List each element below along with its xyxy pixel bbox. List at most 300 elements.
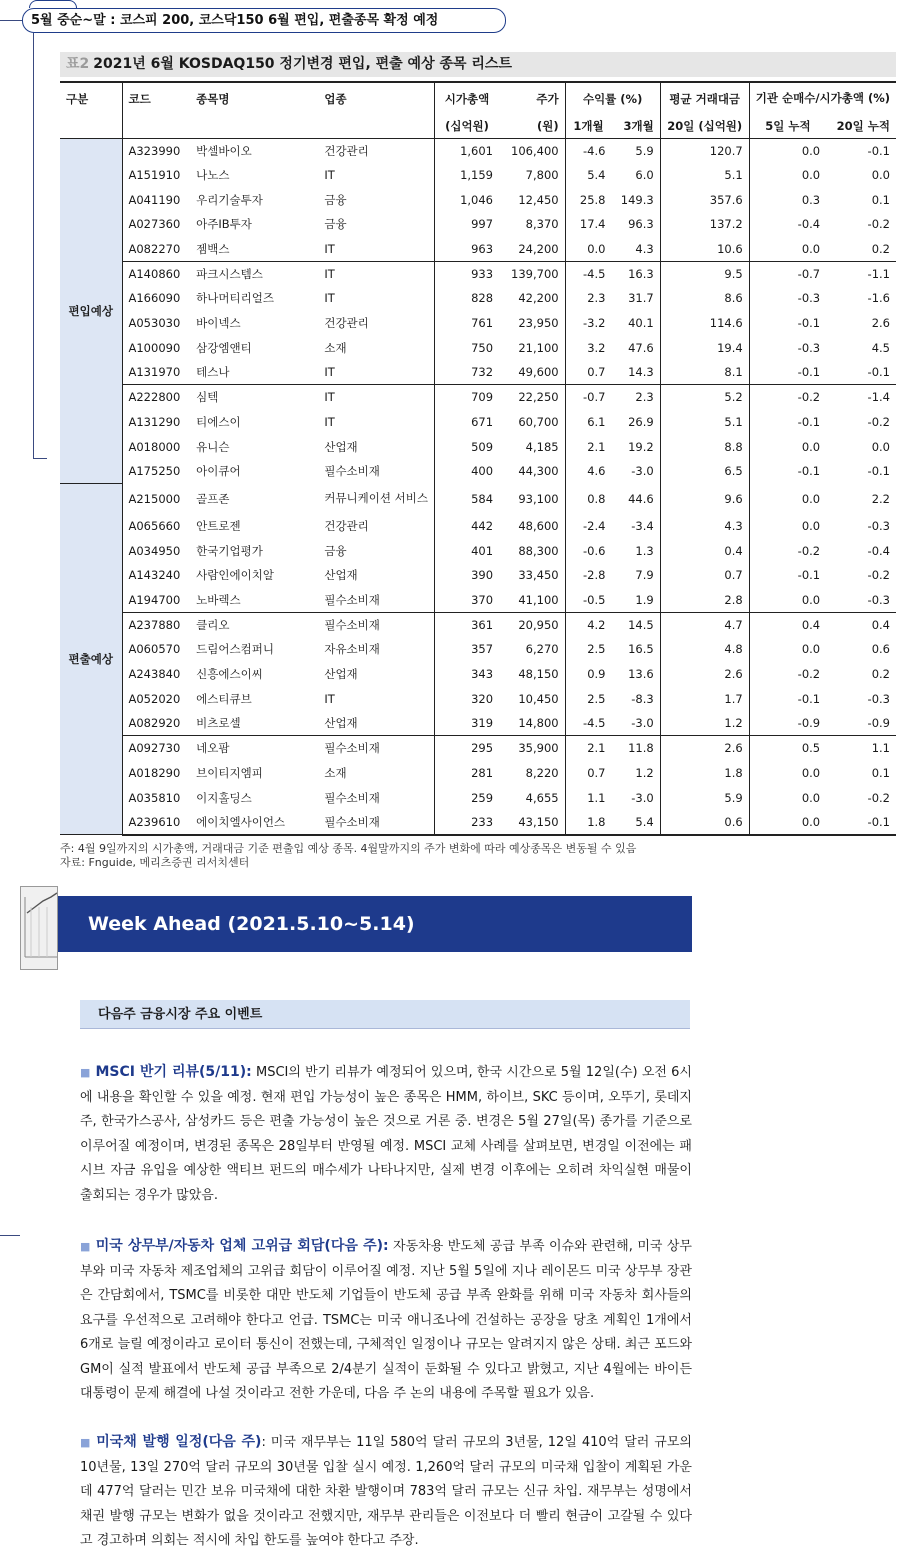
row-return-3m: 5.4 — [611, 810, 660, 835]
header-return: 수익률 (%) — [565, 82, 660, 114]
row-inst-20d: 0.1 — [871, 192, 890, 207]
table-row — [60, 434, 896, 459]
header-return-3m: 3개월 — [611, 114, 660, 138]
week-ahead-banner: Week Ahead (2021.5.10~5.14) — [58, 896, 692, 952]
row-code: A215000 — [128, 491, 181, 506]
row-return-1m: -0.5 — [565, 588, 611, 613]
row-inst-5d: 0.0 — [749, 138, 826, 163]
row-inst-20d: -0.3 — [826, 588, 896, 613]
table-row — [60, 163, 896, 188]
row-price: 48,150 — [518, 667, 559, 682]
header-code: 코드 — [122, 82, 190, 114]
row-price: 6,270 — [525, 642, 559, 657]
row-price: 23,950 — [518, 316, 559, 331]
table-row — [60, 237, 896, 262]
row-price: 20,950 — [518, 617, 559, 632]
row-volume: 5.1 — [660, 410, 749, 435]
row-inst-20d: 0.0 — [871, 439, 890, 454]
row-name: 브이티지엠피 — [196, 765, 263, 780]
table-note: 주: 4월 9일까지의 시가총액, 거래대금 기준 편출입 예상 종목. 4월말까지의 주가 변화에 따라 예상종목은 변동될 수 있음 — [60, 842, 637, 855]
row-volume: 1.8 — [660, 761, 749, 786]
header-inst: 기관 순매수/시가총액 (%) — [749, 82, 896, 114]
row-return-3m: 1.2 — [635, 765, 654, 780]
row-code: A143240 — [128, 568, 181, 583]
row-inst-5d: -0.2 — [749, 385, 826, 410]
row-return-1m: 2.1 — [565, 434, 611, 459]
row-name: 노바렉스 — [190, 588, 318, 613]
row-price: 106,400 — [511, 143, 559, 158]
row-inst-5d: 0.0 — [749, 484, 826, 514]
bullet-icon: ■ — [80, 1240, 91, 1253]
row-mcap: 732 — [434, 360, 499, 385]
section-bracket-line — [33, 33, 34, 458]
row-code: A053030 — [128, 316, 181, 331]
row-return-1m: -3.2 — [565, 311, 611, 336]
row-price: 49,600 — [499, 360, 565, 385]
row-name: 유니슨 — [196, 439, 230, 454]
row-return-1m: 5.4 — [565, 163, 611, 188]
table-notes — [60, 842, 636, 870]
row-inst-20d: 0.4 — [871, 617, 890, 632]
row-return-3m: 149.3 — [620, 192, 654, 207]
row-return-3m: 6.0 — [635, 168, 654, 183]
row-return-1m: 25.8 — [565, 187, 611, 212]
row-code: A035810 — [128, 790, 181, 805]
row-price: 24,200 — [499, 237, 565, 262]
row-return-1m: -2.4 — [565, 514, 611, 539]
row-volume: 2.6 — [660, 662, 749, 687]
row-price: 14,800 — [499, 711, 565, 736]
row-return-3m: 96.3 — [628, 217, 654, 232]
row-mcap: 442 — [434, 514, 499, 539]
row-inst-5d: -0.3 — [749, 336, 826, 361]
row-industry: 필수소비재 — [318, 810, 434, 835]
row-name: 티에스이 — [196, 414, 241, 429]
header-mcap-unit: (십억원) — [434, 114, 499, 138]
row-return-1m: 2.5 — [565, 637, 611, 662]
row-inst-20d: -0.1 — [826, 360, 896, 385]
kosdaq150-change-table — [60, 81, 896, 836]
row-name: 이지홀딩스 — [196, 790, 252, 805]
row-return-1m: 0.0 — [565, 237, 611, 262]
row-name: 심텍 — [196, 390, 219, 405]
row-name: 클리오 — [196, 617, 230, 632]
header-blank — [190, 114, 318, 138]
row-code: A222800 — [128, 390, 181, 405]
row-code: A034950 — [128, 543, 181, 558]
row-inst-20d: -0.3 — [867, 518, 890, 533]
table-title — [60, 52, 896, 77]
row-volume: 8.1 — [660, 360, 749, 385]
row-category: 편입예상 — [60, 138, 122, 484]
row-name: 한국기업평가 — [196, 543, 263, 558]
row-price: 139,700 — [511, 267, 559, 282]
row-mcap: 750 — [434, 336, 499, 361]
row-code: A100090 — [128, 340, 181, 355]
row-name: 나노스 — [196, 168, 230, 183]
row-inst-20d: 0.2 — [871, 667, 890, 682]
row-return-1m: -4.6 — [565, 138, 611, 163]
event-body: : 미국 재무부는 11일 580억 달러 규모의 3년물, 12일 410억 달러 규모의 10년물, 13일 270억 달러 규모의 30년물 입찰 실시 예정. 1,260억 달러 규모의 미국채 입찰이 계획된 가운데 477억 달러는 민간 보유 미국채에 대한 차환 발행이며 783억 달러 규모는 신규 차입. 재무부는 성명에서 채권 발행 규모는 변화가 없을 것이라고 전했지만, 재무부 관리들은 이전보다 더 빨리 현금이 고갈될 수 있다고 경고하며 의회는 적시에 차입 한도를 높여야 한다고 주장. — [80, 1435, 692, 1548]
row-name: 하나머티리얼즈 — [196, 291, 274, 306]
row-industry: 소재 — [324, 765, 347, 780]
row-category: 편출예상 — [60, 484, 122, 835]
header-blank — [318, 114, 434, 138]
row-return-3m: 2.3 — [635, 390, 654, 405]
row-price: 7,800 — [525, 168, 559, 183]
row-mcap: 1,601 — [434, 138, 499, 163]
row-mcap: 584 — [434, 484, 499, 514]
chart-thumbnail-icon — [20, 886, 58, 970]
header-category: 구분 — [60, 82, 122, 114]
row-return-1m: 4.2 — [565, 612, 611, 637]
row-mcap: 997 — [434, 212, 499, 237]
row-volume: 6.5 — [660, 459, 749, 484]
row-return-1m: 2.3 — [565, 286, 611, 311]
row-industry: 산업재 — [324, 439, 358, 454]
row-inst-5d: 0.0 — [749, 237, 826, 262]
row-return-1m: 0.7 — [565, 360, 611, 385]
row-code: A018000 — [128, 439, 181, 454]
row-inst-5d: 0.0 — [749, 810, 826, 835]
row-inst-20d: 0.6 — [871, 642, 890, 657]
event-title: MSCI 반기 리뷰(5/11): — [95, 1064, 252, 1080]
row-return-3m: 16.5 — [628, 642, 654, 657]
row-volume: 8.8 — [660, 434, 749, 459]
row-volume: 9.6 — [660, 484, 749, 514]
row-return-3m: 16.3 — [628, 267, 654, 282]
row-return-1m: -4.5 — [565, 261, 611, 286]
table-row — [60, 187, 896, 212]
row-return-1m: 0.8 — [565, 484, 611, 514]
row-mcap: 709 — [434, 385, 499, 410]
row-name: 네오팜 — [196, 741, 230, 756]
row-return-1m: -2.8 — [565, 563, 611, 588]
row-code: A060570 — [128, 642, 181, 657]
row-return-3m: 1.3 — [635, 543, 654, 558]
row-name: 우리기술투자 — [196, 192, 263, 207]
row-return-3m: 44.6 — [628, 491, 654, 506]
bullet-icon: ■ — [80, 1436, 92, 1449]
table-row — [60, 385, 896, 410]
row-inst-20d: 2.6 — [871, 316, 890, 331]
event-title: 미국 상무부/자동차 업체 고위급 회담(다음 주): — [95, 1238, 389, 1254]
row-name: 에이치엘사이언스 — [190, 810, 318, 835]
row-industry: 건강관리 — [324, 143, 369, 158]
row-code: A052020 — [128, 691, 181, 706]
row-price: 4,655 — [525, 790, 559, 805]
row-name: 아이큐어 — [196, 464, 241, 479]
row-inst-5d: 0.0 — [749, 434, 826, 459]
row-inst-20d: -0.3 — [867, 691, 890, 706]
row-name: 바이넥스 — [196, 316, 241, 331]
event-item — [80, 1234, 692, 1407]
row-price: 12,450 — [518, 192, 559, 207]
row-volume: 1.7 — [660, 686, 749, 711]
table-row — [60, 514, 896, 539]
bullet-icon: ■ — [80, 1066, 91, 1079]
row-inst-20d: -0.2 — [867, 790, 890, 805]
row-inst-5d: -0.3 — [749, 286, 826, 311]
row-name: 아주IB투자 — [196, 217, 252, 232]
row-industry: 소재 — [324, 340, 347, 355]
row-code: A131970 — [122, 360, 190, 385]
row-mcap: 370 — [434, 588, 499, 613]
row-return-3m: 1.9 — [611, 588, 660, 613]
row-return-3m: 13.6 — [628, 667, 654, 682]
row-price: 43,150 — [499, 810, 565, 835]
row-code: A243840 — [128, 667, 181, 682]
row-name: 안트로젠 — [196, 518, 241, 533]
row-mcap: 761 — [434, 311, 499, 336]
row-name: 삼강엠앤티 — [196, 340, 252, 355]
row-industry: 필수소비재 — [324, 790, 380, 805]
header-price-unit: (원) — [499, 114, 565, 138]
row-price: 48,600 — [518, 518, 559, 533]
row-volume: 120.7 — [660, 138, 749, 163]
row-name: 젬백스 — [190, 237, 318, 262]
row-return-1m: 0.7 — [565, 761, 611, 786]
row-inst-5d: -0.7 — [749, 261, 826, 286]
row-mcap: 671 — [434, 410, 499, 435]
row-mcap: 963 — [434, 237, 499, 262]
row-volume: 2.8 — [660, 588, 749, 613]
row-volume: 0.6 — [660, 810, 749, 835]
row-return-3m: -3.0 — [631, 464, 654, 479]
table-row — [60, 686, 896, 711]
row-price: 22,250 — [518, 390, 559, 405]
row-name: 박셀바이오 — [196, 143, 252, 158]
row-inst-5d: -0.1 — [749, 686, 826, 711]
row-mcap: 509 — [434, 434, 499, 459]
row-industry: 필수소비재 — [324, 741, 380, 756]
table-row — [60, 637, 896, 662]
row-price: 10,450 — [518, 691, 559, 706]
row-inst-20d: -1.6 — [867, 291, 890, 306]
row-industry: 건강관리 — [324, 316, 369, 331]
row-code: A239610 — [122, 810, 190, 835]
table-row — [60, 711, 896, 736]
row-return-3m: -3.4 — [631, 518, 654, 533]
row-mcap: 1,046 — [434, 187, 499, 212]
row-volume: 0.7 — [660, 563, 749, 588]
row-industry: 금융 — [324, 543, 347, 558]
row-volume: 8.6 — [660, 286, 749, 311]
table-row — [60, 212, 896, 237]
row-industry: IT — [324, 390, 335, 405]
row-name: 파크시스템스 — [196, 267, 263, 282]
table-row — [60, 761, 896, 786]
row-mcap: 295 — [434, 736, 499, 761]
row-return-1m: 0.9 — [565, 662, 611, 687]
header-mcap: 시가총액 — [434, 82, 499, 114]
row-price: 41,100 — [499, 588, 565, 613]
row-inst-20d: -0.1 — [826, 810, 896, 835]
row-return-3m: -3.0 — [631, 790, 654, 805]
row-return-1m: 2.1 — [565, 736, 611, 761]
row-return-3m: 14.5 — [628, 617, 654, 632]
row-mcap: 361 — [434, 612, 499, 637]
row-industry: IT — [324, 267, 335, 282]
row-code: A140860 — [128, 267, 181, 282]
row-name: 에스티큐브 — [196, 691, 252, 706]
table-row — [60, 410, 896, 435]
row-name: 골프존 — [196, 491, 230, 506]
events-subheading: 다음주 금융시장 주요 이벤트 — [80, 1000, 690, 1029]
table-row — [60, 286, 896, 311]
row-code: A194700 — [122, 588, 190, 613]
row-code: A131290 — [128, 414, 181, 429]
row-inst-20d: -0.1 — [867, 464, 890, 479]
table-title-text: 2021년 6월 KOSDAQ150 정기변경 편입, 편출 예상 종목 리스트 — [93, 56, 512, 72]
row-return-1m: -4.5 — [565, 711, 611, 736]
event-body: 자동차용 반도체 공급 부족 이슈와 관련해, 미국 상무부와 미국 자동차 제조업체의 고위급 회담이 이루어질 예정. 지난 5월 5일에 지나 레이몬드 미국 상무부 장관은 간담회에서, TSMC를 비롯한 대만 반도체 기업들이 반도체 공급 부족 완화를 위해 미국 자동차 회사들의 요구를 우선적으로 고려해야 한다고 언급. TSMC는 미국 애니조나에 건설하는 공장을 당초 계획인 1개에서 6개로 늘릴 예정이라고 로이터 통신이 전했는데, 구체적인 일정이나 규모는 알려지지 않은 상태. 최근 포드와 GM이 실적 발표에서 반도체 공급 부족으로 2/4분기 실적이 둔화될 수 있다고 밝혔고, 지난 4월에는 바이든 대통령이 문제 해결에 나설 것이라고 전한 가운데, 다음 주 논의 내용에 주목할 필요가 있음. — [80, 1239, 692, 1401]
row-return-3m: 40.1 — [628, 316, 654, 331]
row-industry: 산업재 — [324, 667, 358, 682]
row-volume: 1.2 — [660, 711, 749, 736]
row-volume: 19.4 — [660, 336, 749, 361]
row-industry: IT — [324, 168, 335, 183]
row-industry: 필수소비재 — [324, 464, 380, 479]
row-inst-5d: -0.9 — [749, 711, 826, 736]
row-return-1m: 1.8 — [565, 810, 611, 835]
row-return-3m: 5.9 — [635, 143, 654, 158]
row-return-1m: 2.5 — [565, 686, 611, 711]
row-price: 35,900 — [518, 741, 559, 756]
row-volume: 357.6 — [660, 187, 749, 212]
row-price: 60,700 — [518, 414, 559, 429]
row-return-3m: 7.9 — [635, 568, 654, 583]
row-return-1m: 1.1 — [565, 785, 611, 810]
row-mcap: 233 — [434, 810, 499, 835]
row-inst-20d: 1.1 — [871, 741, 890, 756]
row-inst-20d: -1.1 — [867, 267, 890, 282]
row-code: A018290 — [128, 765, 181, 780]
table-row — [60, 662, 896, 687]
row-volume: 5.9 — [660, 785, 749, 810]
header-volume-unit: 20일 (십억원) — [660, 114, 749, 138]
row-inst-5d: -0.1 — [749, 311, 826, 336]
section-callout: 5월 중순~말 : 코스피 200, 코스닥150 6월 편입, 편출종목 확정 예정 — [22, 8, 506, 33]
row-inst-5d: -0.2 — [749, 662, 826, 687]
row-name: 드림어스컴퍼니 — [196, 642, 274, 657]
row-inst-20d: 0.1 — [871, 765, 890, 780]
row-price: 44,300 — [518, 464, 559, 479]
row-return-1m: 3.2 — [565, 336, 611, 361]
row-inst-5d: -0.1 — [749, 459, 826, 484]
row-inst-20d: -0.4 — [867, 543, 890, 558]
header-name: 종목명 — [190, 82, 318, 114]
row-return-3m: -3.0 — [611, 711, 660, 736]
table-source: 자료: Fnguide, 메리츠증권 리서치센터 — [60, 856, 250, 869]
row-price: 8,370 — [525, 217, 559, 232]
row-name: 사람인에이치알 — [196, 568, 274, 583]
row-volume: 4.8 — [660, 637, 749, 662]
table-tag: 표2 — [66, 56, 90, 72]
table-body — [60, 138, 896, 835]
table-row — [60, 588, 896, 613]
row-return-1m: -0.6 — [565, 538, 611, 563]
row-inst-20d: 0.2 — [826, 237, 896, 262]
row-mcap: 400 — [434, 459, 499, 484]
row-code: A082270 — [122, 237, 190, 262]
row-code: A175250 — [128, 464, 181, 479]
row-industry: IT — [324, 414, 335, 429]
row-volume: 9.5 — [660, 261, 749, 286]
row-inst-5d: 0.0 — [749, 163, 826, 188]
margin-tick — [0, 1235, 20, 1236]
row-mcap: 1,159 — [434, 163, 499, 188]
row-mcap: 259 — [434, 785, 499, 810]
row-return-1m: 17.4 — [565, 212, 611, 237]
row-return-1m: 6.1 — [565, 410, 611, 435]
header-volume: 평균 거래대금 — [660, 82, 749, 114]
table-row — [60, 612, 896, 637]
row-volume: 0.4 — [660, 538, 749, 563]
header-inst-5d: 5일 누적 — [749, 114, 826, 138]
header-inst-20d: 20일 누적 — [826, 114, 896, 138]
row-inst-5d: 0.0 — [749, 637, 826, 662]
row-code: A323990 — [128, 143, 181, 158]
margin-tick — [0, 20, 22, 21]
row-industry: 금융 — [324, 217, 347, 232]
row-return-3m: 47.6 — [628, 340, 654, 355]
table-row — [60, 459, 896, 484]
table-row — [60, 736, 896, 761]
row-mcap: 828 — [434, 286, 499, 311]
row-return-3m: -8.3 — [631, 691, 654, 706]
row-code: A041190 — [128, 192, 181, 207]
row-industry: IT — [324, 291, 335, 306]
event-item — [80, 1430, 692, 1552]
row-inst-20d: -0.1 — [867, 143, 890, 158]
row-price: 42,200 — [518, 291, 559, 306]
row-mcap: 933 — [434, 261, 499, 286]
event-body: MSCI의 반기 리뷰가 예정되어 있으며, 한국 시간으로 5월 12일(수) 오전 6시에 내용을 확인할 수 있을 예정. 현재 편입 가능성이 높은 종목은 HMM, 하이브, SKC 등이며, 오뚜기, 롯데지주, 한국가스공사, 삼성카드 등은 편출 가능성이 높은 것으로 거론 중. 변경은 5월 27일(목) 종가를 기준으로 이루어질 예정이며, 변경된 종목은 28일부터 반영될 예정. MSCI 교체 사례를 살펴보면, 변경일 이전에는 패시브 자금 유입을 예상한 액티브 펀드의 매수세가 나타나지만, 실제 변경 이후에는 오히려 차익실현 매물이 출회되는 경우가 많았음. — [80, 1065, 692, 1203]
row-return-3m: 26.9 — [628, 414, 654, 429]
row-return-1m: 4.6 — [565, 459, 611, 484]
row-return-3m: 14.3 — [611, 360, 660, 385]
row-inst-20d: 0.0 — [871, 168, 890, 183]
row-inst-5d: 0.4 — [749, 612, 826, 637]
row-code: A092730 — [128, 741, 181, 756]
row-inst-5d: -0.1 — [749, 410, 826, 435]
table-row — [60, 261, 896, 286]
row-return-3m: 19.2 — [628, 439, 654, 454]
row-inst-5d: 0.0 — [749, 785, 826, 810]
row-code: A027360 — [128, 217, 181, 232]
row-price: 8,220 — [525, 765, 559, 780]
row-code: A151910 — [128, 168, 181, 183]
row-mcap: 357 — [434, 637, 499, 662]
table-row — [60, 785, 896, 810]
row-inst-20d: 4.5 — [871, 340, 890, 355]
row-inst-20d: -0.9 — [826, 711, 896, 736]
row-inst-5d: -0.2 — [749, 538, 826, 563]
row-price: 93,100 — [518, 491, 559, 506]
row-inst-5d: -0.4 — [749, 212, 826, 237]
row-industry: IT — [324, 691, 335, 706]
row-volume: 137.2 — [660, 212, 749, 237]
row-price: 4,185 — [525, 439, 559, 454]
row-inst-20d: -1.4 — [867, 390, 890, 405]
row-mcap: 343 — [434, 662, 499, 687]
callout-tab — [29, 0, 77, 8]
table-row — [60, 810, 896, 835]
row-name: 신흥에스이씨 — [196, 667, 263, 682]
row-name: 비츠로셀 — [190, 711, 318, 736]
row-code: A237880 — [128, 617, 181, 632]
